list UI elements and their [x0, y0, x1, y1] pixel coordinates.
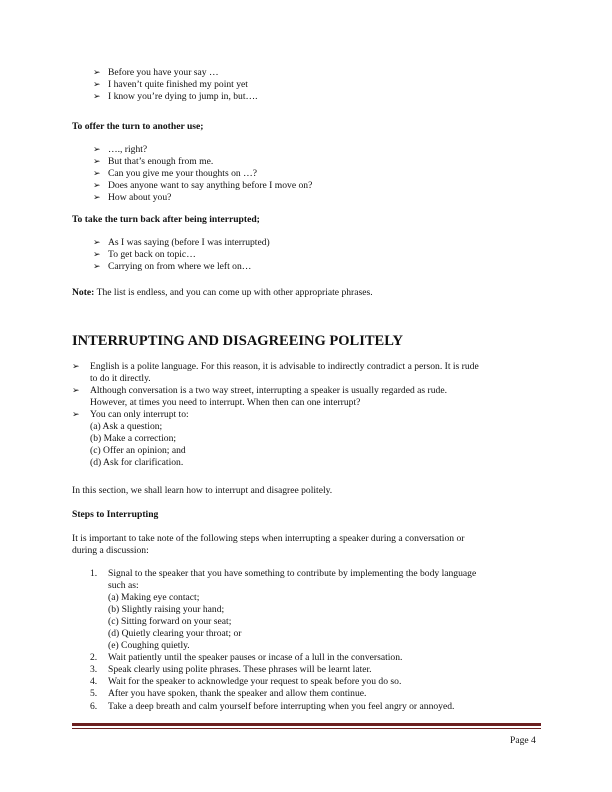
arrow-bullet-icon: ➢ [93, 237, 101, 247]
list-item: Carrying on from where we left on… [108, 261, 252, 272]
step-number: 2. [90, 652, 98, 663]
step-text: Signal to the speaker that you have something to contribute by implementing the body language [108, 568, 477, 579]
arrow-bullet-icon: ➢ [93, 180, 101, 190]
bullet-text: However, at times you need to interrupt. When then can one interrupt? [90, 397, 361, 408]
list-item: Can you give me your thoughts on …? [108, 168, 257, 179]
arrow-bullet-icon: ➢ [93, 168, 101, 178]
footer-rule-thin [72, 728, 541, 729]
step-text: such as: [108, 580, 139, 591]
arrow-bullet-icon: ➢ [93, 261, 101, 271]
section-title: INTERRUPTING AND DISAGREEING POLITELY [72, 333, 404, 349]
list-item: I know you’re dying to jump in, but…. [108, 91, 258, 102]
step-number: 6. [90, 701, 98, 712]
list-item: Before you have your say … [108, 67, 219, 78]
list-item: …., right? [108, 144, 148, 155]
paragraph: It is important to take note of the following steps when interrupting a speaker during a conversation or [72, 533, 465, 544]
arrow-bullet-icon: ➢ [72, 361, 80, 371]
step-number: 1. [90, 568, 98, 579]
arrow-bullet-icon: ➢ [93, 192, 101, 202]
step-number: 5. [90, 688, 98, 699]
list-item: How about you? [108, 192, 172, 203]
bullet-text: English is a polite language. For this reason, it is advisable to indirectly contradict a person. It is rude [90, 361, 479, 372]
sub-item: (a) Making eye contact; [108, 592, 200, 603]
arrow-bullet-icon: ➢ [93, 144, 101, 154]
step-number: 4. [90, 676, 98, 687]
list-item: To get back on topic… [108, 249, 196, 260]
paragraph: In this section, we shall learn how to interrupt and disagree politely. [72, 485, 333, 496]
list-item: But that’s enough from me. [108, 156, 214, 167]
page-number: Page 4 [510, 735, 536, 746]
sub-item: (c) Sitting forward on your seat; [108, 616, 232, 627]
arrow-bullet-icon: ➢ [93, 156, 101, 166]
subheading: To take the turn back after being interrupted; [72, 214, 260, 225]
list-item: Does anyone want to say anything before I move on? [108, 180, 313, 191]
sub-item: (e) Coughing quietly. [108, 640, 190, 651]
sub-item: (d) Quietly clearing your throat; or [108, 628, 242, 639]
list-item: As I was saying (before I was interrupted) [108, 237, 270, 248]
arrow-bullet-icon: ➢ [93, 67, 101, 77]
sub-item: (a) Ask a question; [90, 421, 163, 432]
sub-item: (b) Slightly raising your hand; [108, 604, 225, 615]
step-number: 3. [90, 664, 98, 675]
subheading: Steps to Interrupting [72, 509, 159, 520]
note-text: The list is endless, and you can come up with other appropriate phrases. [94, 287, 373, 298]
subheading: To offer the turn to another use; [72, 121, 204, 132]
bullet-text: to do it directly. [90, 373, 151, 384]
paragraph: during a discussion: [72, 545, 149, 556]
list-item: I haven’t quite finished my point yet [108, 79, 248, 90]
step-text: Wait patiently until the speaker pauses or incase of a lull in the conversation. [108, 652, 403, 663]
footer-rule [72, 723, 541, 726]
bullet-text: Although conversation is a two way street, interrupting a speaker is usually regarded as rude. [90, 385, 447, 396]
sub-item: (b) Make a correction; [90, 433, 177, 444]
step-text: Speak clearly using polite phrases. These phrases will be learnt later. [108, 664, 372, 675]
note-label-text: Note: [72, 287, 95, 298]
arrow-bullet-icon: ➢ [93, 91, 101, 101]
arrow-bullet-icon: ➢ [93, 79, 101, 89]
sub-item: (c) Offer an opinion; and [90, 445, 186, 456]
arrow-bullet-icon: ➢ [72, 385, 80, 395]
arrow-bullet-icon: ➢ [93, 249, 101, 259]
note-label [72, 287, 373, 298]
bullet-text: You can only interrupt to: [90, 409, 189, 420]
step-text: Take a deep breath and calm yourself before interrupting when you feel angry or annoyed. [108, 701, 455, 712]
sub-item: (d) Ask for clarification. [90, 457, 184, 468]
arrow-bullet-icon: ➢ [72, 409, 80, 419]
step-text: Wait for the speaker to acknowledge your request to speak before you do so. [108, 676, 402, 687]
step-text: After you have spoken, thank the speaker and allow them continue. [108, 688, 367, 699]
